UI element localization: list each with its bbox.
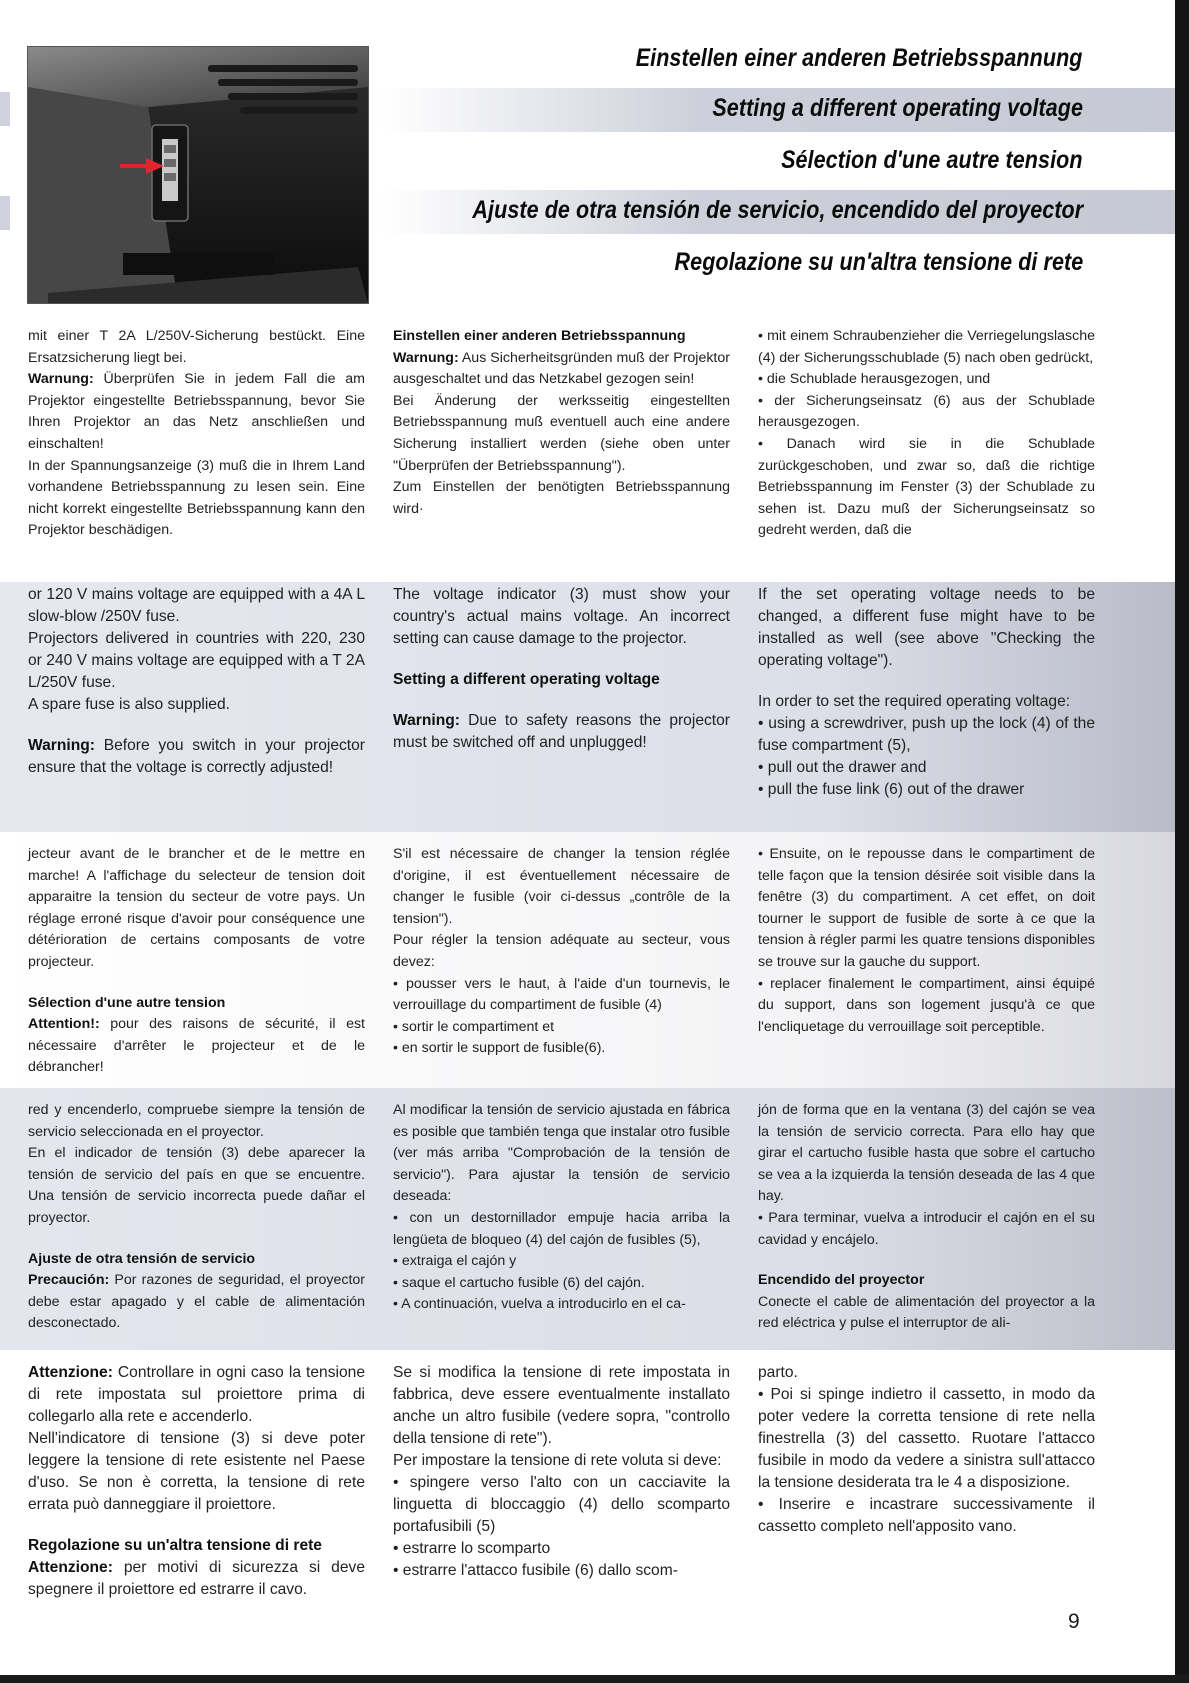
paragraph: Attention!: pour des raisons de sécurité, il est nécessaire d'arrêter le projecteur et de le débrancher! [28, 1016, 365, 1076]
italian-column-2 [393, 1362, 730, 1582]
warning-label: Attention!: [28, 1016, 100, 1033]
list-item: • pull the fuse link (6) out of the drawer [758, 781, 1025, 798]
spanish-column-1 [28, 1100, 365, 1335]
section-heading: Einstellen einer anderen Betriebsspannung [393, 328, 686, 344]
title-row-it [380, 242, 1175, 286]
french-column-1 [28, 844, 365, 1079]
paragraph: In order to set the required operating voltage: [758, 693, 1071, 710]
english-column-3 [758, 584, 1095, 801]
page-edge [1175, 0, 1189, 1683]
title-es: Ajuste de otra tensión de servicio, encendido del proyector [472, 196, 1083, 224]
section-english [0, 582, 1175, 832]
list-item: • saque el cartucho fusible (6) del cajón. [393, 1274, 645, 1291]
list-item: • en sortir le support de fusible(6). [393, 1040, 606, 1057]
paragraph: Warnung: Überprüfen Sie in jedem Fall die am Projektor eingestellte Betriebsspannung, bevor Sie Ihren Projektor an das Netz anschließen und einschalten! [28, 371, 365, 452]
paragraph: Nell'indicatore di tensione (3) si deve poter leggere la tensione di rete esistente nel Paese d'uso. Se non è corretta, la tensione di rete errata può danneggiare il proiettore. [28, 1430, 365, 1513]
edge-tab [0, 196, 10, 230]
list-item: • der Sicherungseinsatz (6) aus der Schublade herausgezogen. [758, 392, 1095, 431]
section-spanish [0, 1088, 1175, 1350]
section-german [0, 312, 1175, 582]
list-item: • die Schublade herausgezogen, und [758, 371, 991, 388]
paragraph: Al modificar la tensión de servicio ajustada en fábrica es posible que también tenga que instalar otro fusible (ver más arriba "Comprobación de la tensión de servicio"). Para ajustar la tensión de servicio deseada: [393, 1102, 730, 1205]
paragraph: Precaución: Por razones de seguridad, el proyector debe estar apagado y el cable de alimentación desconectado. [28, 1272, 365, 1332]
paragraph: or 120 V mains voltage are equipped with a 4A L slow-blow /250V fuse. [28, 586, 365, 625]
title-row-es [380, 190, 1175, 234]
warning-label: Warnung: [393, 349, 459, 366]
list-item: • estrarre l'attacco fusibile (6) dallo scom- [393, 1562, 678, 1579]
list-item: • pousser vers le haut, à l'aide d'un tournevis, le verrouillage du compartiment de fusible (4) [393, 975, 730, 1014]
list-item: • mit einem Schraubenzieher die Verriegelungslasche (4) der Sicherungsschublade (5) nach oben gedrückt, [758, 328, 1095, 366]
list-item: • Danach wird sie in die Schublade zurückgeschoben, und zwar so, daß die richtige Betriebsspannung im Fenster (3) der Schublade zu sehen ist. Dazu muß der Sicherungseinsatz so gedreht werden, daß die [758, 435, 1095, 539]
list-item: • Para terminar, vuelva a introducir el cajón en el su cavidad y encájelo. [758, 1209, 1095, 1248]
paragraph: red y encenderlo, compruebe siempre la tensión de servicio seleccionada en el proyector. [28, 1102, 365, 1140]
italian-column-3 [758, 1362, 1095, 1538]
list-item: • A continuación, vuelva a introducirlo en el ca- [393, 1296, 686, 1313]
warning-label: Attenzione: [28, 1559, 113, 1576]
list-item: • Ensuite, on le repousse dans le compartiment de telle façon que la tension désirée soit visible dans la fenêtre (3) du compartiment. A cet effet, on doit tourner le support de fusible de sorte à ce que la tension à régler parmi les quatre tensions disponibles se trouve sur la gauche du support. [758, 846, 1095, 970]
warning-label: Precaución: [28, 1272, 110, 1289]
english-column-1 [28, 584, 365, 779]
list-item: • con un destornillador empuje hacia arriba la lengüeta de bloqueo (4) del cajón de fusibles (5), [393, 1209, 730, 1248]
section-french [0, 832, 1175, 1088]
section-heading: Sélection d'une autre tension [28, 994, 226, 1011]
red-arrow-icon [120, 157, 164, 175]
warning-label: Warnung: [28, 371, 94, 388]
list-item: • using a screwdriver, push up the lock (4) of the fuse compartment (5), [758, 715, 1095, 754]
german-column-1 [28, 326, 365, 542]
section-italian [0, 1350, 1175, 1675]
title-it: Regolazione su un'altra tensione di rete [674, 248, 1083, 276]
paragraph: Zum Einstellen der benötigten Betriebsspannung wird· [393, 479, 730, 517]
paragraph: Warning: Due to safety reasons the projector must be switched off and unplugged! [393, 712, 730, 751]
list-item: • sortir le compartiment et [393, 1018, 555, 1035]
french-column-2 [393, 844, 730, 1060]
title-row-de [380, 38, 1175, 82]
paragraph: Projectors delivered in countries with 220, 230 or 240 V mains voltage are equipped with a T 2A L/250V fuse. [28, 630, 365, 691]
list-item: • pull out the drawer and [758, 759, 927, 776]
paragraph: In der Spannungsanzeige (3) muß die in Ihrem Land vorhandene Betriebsspannung zu lesen sein. Eine nicht korrekt eingestellte Betriebsspannung kann den Projektor beschädigen. [28, 457, 365, 539]
paragraph: Per impostare la tensione di rete voluta si deve: [393, 1452, 722, 1469]
french-column-3 [758, 844, 1095, 1038]
paragraph: Warning: Before you switch in your projector ensure that the voltage is correctly adjusted! [28, 737, 365, 776]
title-row-fr [380, 140, 1175, 184]
paragraph: Warnung: Aus Sicherheitsgründen muß der Projektor ausgeschaltet und das Netzkabel gezogen sein! [393, 349, 730, 388]
paragraph: parto. [758, 1364, 798, 1381]
paragraph: mit einer T 2A L/250V-Sicherung bestückt. Eine Ersatzsicherung liegt bei. [28, 328, 365, 366]
german-column-2 [393, 326, 730, 520]
list-item: • spingere verso l'alto con un cacciavite la linguetta di bloccaggio (4) dello scomparto portafusibili (5) [393, 1474, 730, 1535]
spanish-column-3 [758, 1100, 1095, 1335]
german-column-3 [758, 326, 1095, 542]
paragraph: En el indicador de tensión (3) debe aparecer la tensión de servicio del país en que se encuentre. Una tensión de servicio incorrecta puede dañar el proyector. [28, 1145, 365, 1226]
edge-tab [0, 92, 10, 126]
paragraph: jón de forma que en la ventana (3) del cajón se vea la tensión de servicio correcta. Para ello hay que girar el cartucho fusible hasta que sobre el cartucho se vea a la izquierda la tensión deseada de las 4 que hay. [758, 1102, 1095, 1205]
english-column-2 [393, 584, 730, 754]
list-item: • estrarre lo scomparto [393, 1540, 551, 1557]
page-number: 9 [1068, 1610, 1080, 1633]
section-heading: Ajuste de otra tensión de servicio [28, 1250, 256, 1267]
paragraph: Se si modifica la tensione di rete impostata in fabbrica, deve essere eventualmente installato anche un altro fusibile (vedere sopra, "controllo della tensione di rete"). [393, 1364, 730, 1447]
italian-column-1 [28, 1362, 365, 1601]
section-heading: Encendido del proyector [758, 1272, 925, 1289]
warning-label: Warning: [393, 712, 460, 729]
paragraph: Bei Änderung der werksseitig eingestellten Betriebsspannung muß eventuell auch eine andere Sicherung installiert werden (siehe oben unter "Überprüfen der Betriebsspannung"). [393, 392, 730, 474]
title-row-en [380, 88, 1175, 132]
section-heading: Regolazione su un'altra tensione di rete [28, 1537, 322, 1554]
title-de: Einstellen einer anderen Betriebsspannung [636, 44, 1083, 72]
projector-photo [27, 46, 369, 304]
projector-fuse-drawer-illustration [28, 47, 368, 303]
paragraph: jecteur avant de le brancher et de le mettre en marche! A l'affichage du selecteur de tension doit apparaitre la tension du secteur de votre pays. Un réglage erroné risque d'avoir pour conséquence une détérioration de certains composants de votre projecteur. [28, 846, 365, 970]
paragraph: S'il est nécessaire de changer la tension réglée d'origine, il est éventuellement nécessaire de changer le fusible (voir ci-dessus „contrôle de la tension"). [393, 846, 730, 927]
paragraph: Conecte el cable de alimentación del proyector a la red eléctrica y pulse el interruptor de ali- [758, 1293, 1095, 1332]
page-bottom-edge [0, 1675, 1189, 1683]
spanish-column-2 [393, 1100, 730, 1316]
paragraph: If the set operating voltage needs to be changed, a different fuse might have to be installed as well (see above "Checking the operating voltage"). [758, 586, 1095, 669]
warning-label: Warning: [28, 737, 95, 754]
section-heading: Setting a different operating voltage [393, 671, 660, 688]
paragraph: Pour régler la tension adéquate au secteur, vous devez: [393, 932, 730, 970]
paragraph: The voltage indicator (3) must show your country's actual mains voltage. An incorrect setting can cause damage to the projector. [393, 586, 730, 647]
paragraph: Attenzione: Controllare in ogni caso la tensione di rete impostata sul proiettore prima di collegarlo alla rete e accenderlo. [28, 1364, 365, 1425]
list-item: • Inserire e incastrare successivamente il cassetto completo nell'apposito vano. [758, 1496, 1095, 1535]
paragraph: Attenzione: per motivi di sicurezza si deve spegnere il proiettore ed estrarre il cavo. [28, 1559, 365, 1598]
warning-label: Attenzione: [28, 1364, 113, 1381]
title-en: Setting a different operating voltage [712, 94, 1083, 122]
title-fr: Sélection d'une autre tension [781, 146, 1083, 174]
paragraph: A spare fuse is also supplied. [28, 696, 230, 713]
list-item: • Poi si spinge indietro il cassetto, in modo da poter vedere la corretta tensione di rete nella finestrella (3) del cassetto. Ruotare l'attacco fusibile in modo da vedere a sinistra sull'attacco la tensione desiderata tra le 4 a disposizione. [758, 1386, 1095, 1491]
list-item: • extraiga el cajón y [393, 1253, 517, 1270]
list-item: • replacer finalement le compartiment, ainsi équipé du support, dans son logement jusqu'à ce que l'encliquetage du verrouillage soit perceptible. [758, 975, 1095, 1035]
